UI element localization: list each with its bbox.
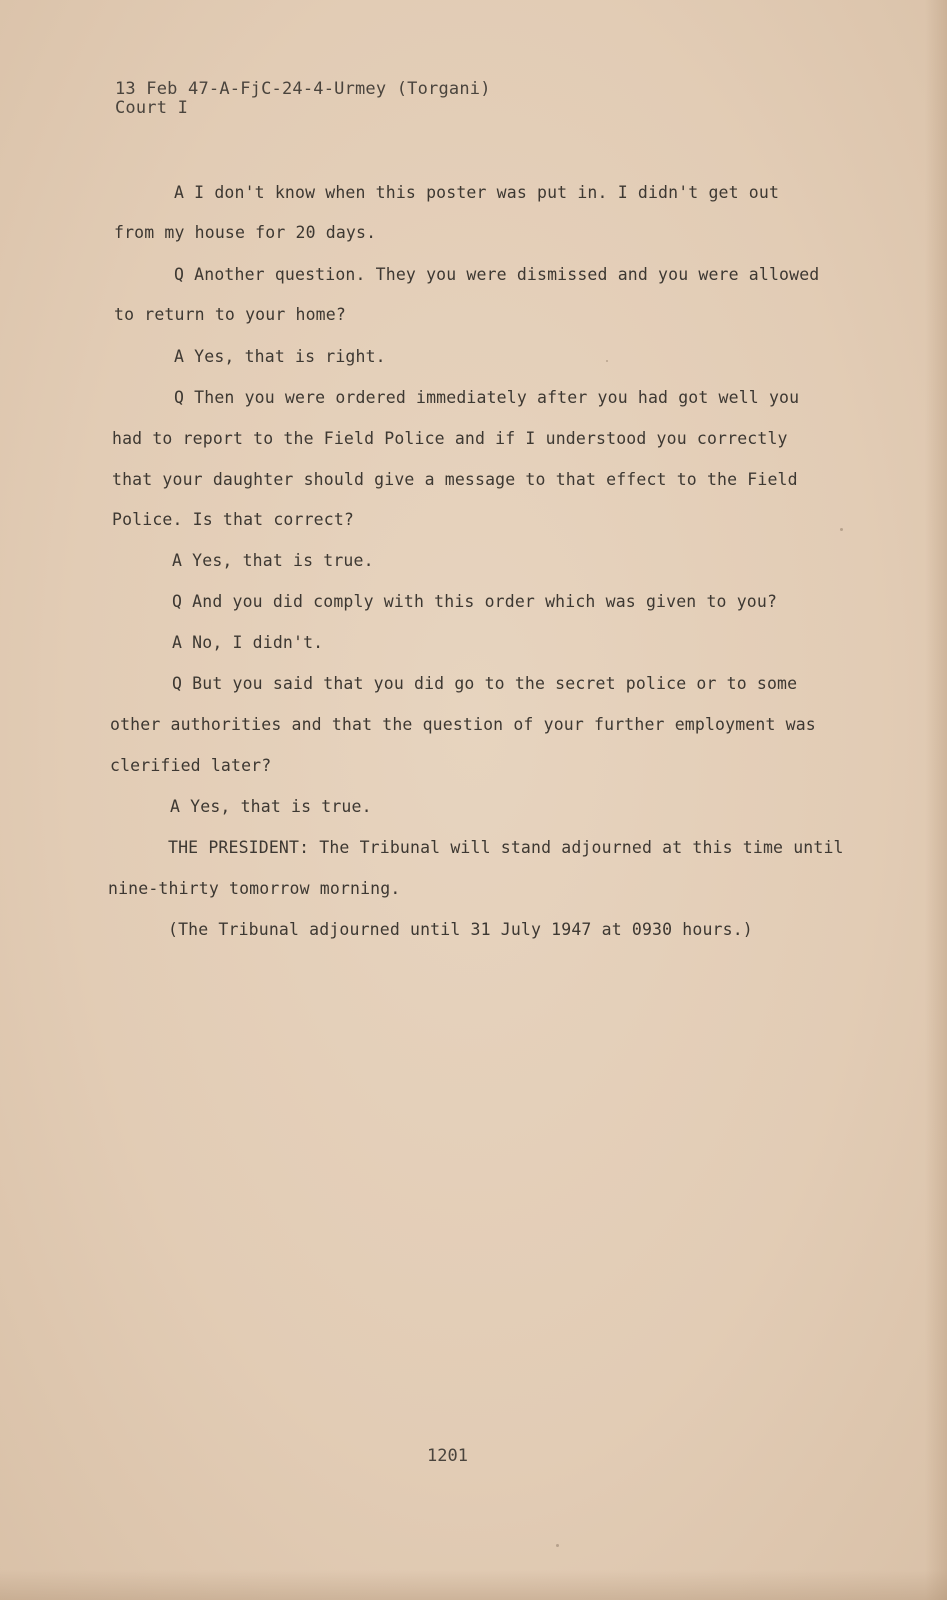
question-line: Q But you said that you did go to the secret police or to some [172, 674, 798, 693]
document-header [115, 80, 491, 118]
text-line: from my house for 20 days. [114, 223, 377, 242]
answer-line: A Yes, that is right. [174, 347, 386, 366]
text-line: Police. Is that correct? [112, 510, 355, 529]
paper-speck [556, 1544, 559, 1547]
header-reference-line: 13 Feb 47-A-FjC-24-4-Urmey (Torgani) [115, 79, 491, 99]
answer-line: A I don't know when this poster was put in. I didn't get out [174, 183, 780, 202]
paper-speck [840, 528, 843, 531]
paper-speck [606, 360, 608, 362]
president-line: THE PRESIDENT: The Tribunal will stand adjourned at this time until [168, 838, 844, 857]
question-line: Q Then you were ordered immediately after you had got well you [174, 388, 800, 407]
text-line: clerified later? [110, 756, 272, 775]
text-line: other authorities and that the question of your further employment was [110, 715, 816, 734]
adjournment-note: (The Tribunal adjourned until 31 July 1947 at 0930 hours.) [168, 920, 753, 939]
page-edge-shadow-right [925, 0, 947, 1600]
text-line: that your daughter should give a message to that effect to the Field [112, 470, 798, 489]
answer-line: A No, I didn't. [172, 633, 324, 652]
page-number: 1201 [427, 1446, 468, 1466]
page-edge-shadow-bottom [0, 1570, 947, 1600]
question-line: Q And you did comply with this order which was given to you? [172, 592, 778, 611]
header-court-line: Court I [115, 98, 189, 118]
text-line: to return to your home? [114, 305, 346, 324]
answer-line: A Yes, that is true. [170, 797, 372, 816]
question-line: Q Another question. They you were dismissed and you were allowed [174, 265, 820, 284]
text-line: had to report to the Field Police and if I understood you correctly [112, 429, 788, 448]
text-line: nine-thirty tomorrow morning. [108, 879, 401, 898]
answer-line: A Yes, that is true. [172, 551, 374, 570]
